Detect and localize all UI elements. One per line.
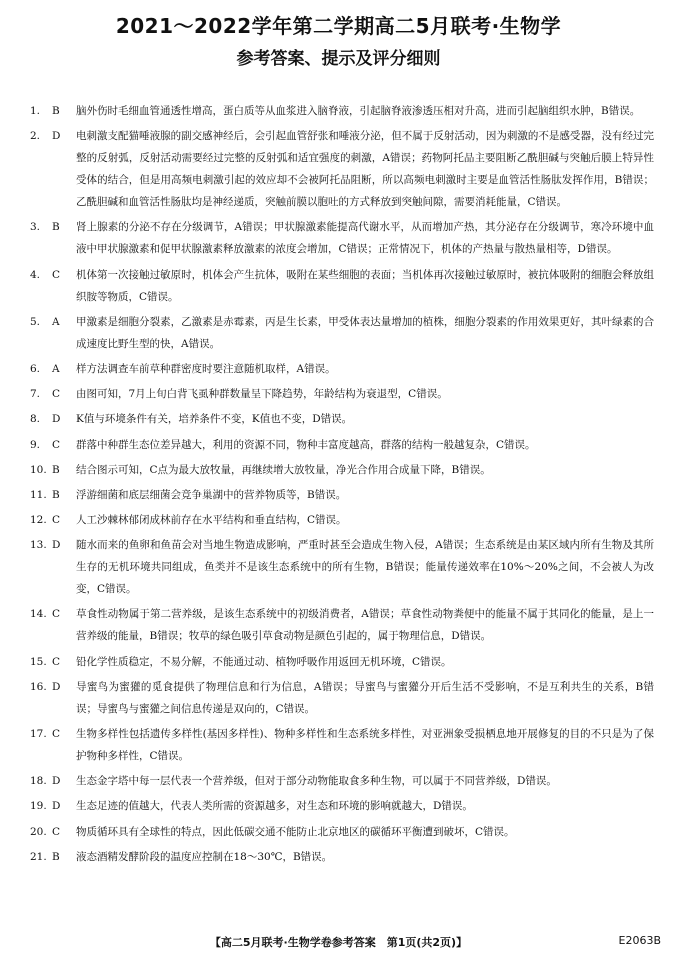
answer-explanation: 草食性动物属于第二营养级，是该生态系统中的初级消费者，A错误；草食性动物粪便中的能量不属于其同化的能量，是上一营养级的能量，B错误；牧草的绿色吸引草食动物是颜色引起的，属于物理信息，D错误。 [76, 608, 654, 643]
question-number: 4. [30, 268, 41, 281]
answer-explanation: 液态酒精发酵阶段的温度应控制在18～30℃，B错误。 [76, 850, 333, 863]
question-number: 1. [30, 105, 41, 117]
answer-item [30, 216, 654, 260]
answer-letter: A [52, 315, 60, 328]
answer-item [30, 770, 654, 792]
answer-letter: D [52, 413, 61, 426]
answer-explanation: 生态金字塔中每一层代表一个营养级，但对于部分动物能取食多种生物，可以属于不同营养级，D错误。 [76, 775, 557, 788]
question-number: 7. [30, 388, 41, 401]
answer-item [30, 723, 654, 767]
answer-letter: C [52, 825, 61, 838]
answer-explanation: 甲激素是细胞分裂素，乙激素是赤霉素，丙是生长素，甲受体表达量增加的植株，细胞分裂素的作用效果更好，其叶绿素的合成速度比野生型的快，A错误。 [76, 315, 654, 350]
answer-letter: D [52, 680, 61, 693]
answer-letter: D [52, 130, 61, 143]
answer-item [30, 100, 654, 122]
answer-item [30, 821, 654, 843]
answer-letter: B [52, 488, 60, 501]
question-number: 18. [30, 775, 47, 788]
answer-item [30, 311, 654, 355]
answer-letter: C [52, 438, 61, 451]
question-number: 12. [30, 514, 47, 527]
answer-explanation: 电刺激支配猫唾液腺的副交感神经后，会引起血管舒张和唾液分泌，但不属于反射活动，因为刺激的不是感受器，没有经过完整的反射弧，反射活动需要经过完整的反射弧和适宜强度的刺激，A错误；药物阿托品主要阻断乙酰胆碱与突触后膜上特异性受体的结合，但是用高频电刺激引起的效应却不会被阿托品阻断，所以高频电刺激时主要是血管活性肠肽发挥作用，B错误；乙酰胆碱和血管活性肠肽均是神经递质，突触前膜以胞吐的方式释放到突触间隙，需要消耗能量，C错误。 [76, 130, 654, 209]
question-number: 14. [30, 608, 47, 621]
answer-item [30, 434, 654, 456]
answer-letter: B [52, 850, 60, 863]
footer-text: 【高二5月联考·生物学卷参考答案 第1页(共2页)】 [209, 936, 468, 949]
answer-item [30, 264, 654, 308]
question-number: 20. [30, 825, 47, 838]
answer-letter: C [52, 728, 61, 740]
answer-letter: D [52, 775, 61, 788]
answer-letter: D [52, 800, 61, 813]
question-number: 3. [30, 221, 41, 234]
page-title: 2021～2022学年第二学期高二5月联考·生物学 [115, 14, 562, 38]
answer-item [30, 484, 654, 506]
question-number: 21. [30, 850, 47, 863]
answer-letter: C [52, 268, 61, 281]
answer-item [30, 534, 654, 600]
answer-item [30, 509, 654, 531]
answer-explanation: K值与环境条件有关，培养条件不变，K值也不变，D错误。 [76, 413, 353, 426]
answer-explanation: 结合图示可知，C点为最大放牧量，再继续增大放牧量，净光合作用合成量下降，B错误。 [76, 463, 491, 476]
answer-letter: D [52, 539, 61, 552]
question-number: 10. [30, 463, 47, 476]
answer-explanation: 随水而来的鱼卵和鱼苗会对当地生物造成影响，严重时甚至会造成生物入侵，A错误；生态系统是由某区域内所有生物及其所生存的无机环境共同组成，鱼类并不是该生态系统中的所有生物，B错误；能量传递效率在10%～20%之间，不会被人为改变，C错误。 [76, 539, 654, 596]
question-number: 16. [30, 680, 47, 693]
answer-explanation: 导蜜鸟为蜜獾的觅食提供了物理信息和行为信息，A错误；导蜜鸟与蜜獾分开后生活不受影响，不是互利共生的关系，B错误；导蜜鸟与蜜獾之间信息传递是双向的，C错误。 [76, 680, 654, 715]
question-number: 13. [30, 539, 47, 552]
answer-letter: B [52, 463, 60, 476]
answer-letter: A [52, 362, 60, 375]
answer-item [30, 408, 654, 430]
question-number: 8. [30, 413, 41, 426]
answer-list [30, 100, 654, 868]
answer-explanation: 铅化学性质稳定，不易分解，不能通过动、植物呼吸作用返回无机环境，C错误。 [76, 655, 452, 668]
exam-code: E2063B [618, 934, 661, 947]
answer-letter: C [52, 655, 61, 668]
answer-explanation: 人工沙棘林郁闭成林前存在水平结构和垂直结构，C错误。 [76, 514, 347, 527]
answer-item [30, 795, 654, 817]
answer-explanation: 生态足迹的值越大，代表人类所需的资源越多，对生态和环境的影响就越大，D错误。 [76, 800, 473, 813]
answer-explanation: 群落中种群生态位差异越大，利用的资源不同，物种丰富度越高，群落的结构一般越复杂，C错误。 [76, 438, 536, 451]
answer-item [30, 846, 654, 868]
question-number: 6. [30, 362, 41, 375]
question-number: 15. [30, 655, 47, 668]
answer-letter: B [52, 221, 60, 234]
answer-item [30, 358, 654, 380]
answer-explanation: 生物多样性包括遗传多样性(基因多样性)、物种多样性和生态系统多样性，对亚洲象受损栖息地开展修复的目的不只是为了保护物种多样性，C错误。 [76, 728, 654, 762]
answer-letter: C [52, 514, 61, 527]
answer-item [30, 676, 654, 720]
question-number: 2. [30, 130, 41, 143]
answer-explanation: 物质循环具有全球性的特点，因此低碳交通不能防止北京地区的碳循环平衡遭到破坏，C错误。 [76, 825, 515, 838]
answer-explanation: 样方法调查车前草种群密度时要注意随机取样，A错误。 [76, 362, 336, 375]
answer-letter: C [52, 388, 61, 401]
answer-item [30, 383, 654, 405]
question-number: 5. [30, 315, 41, 328]
answer-explanation: 脑外伤时毛细血管通透性增高，蛋白质等从血浆进入脑脊液，引起脑脊液渗透压相对升高，进而引起脑组织水肿，B错误。 [76, 105, 641, 117]
answer-explanation: 肾上腺素的分泌不存在分级调节，A错误；甲状腺激素能提高代谢水平，从而增加产热，其分泌存在分级调节，寒冷环境中血液中甲状腺激素和促甲状腺激素释放激素的浓度会增加，C错误；正常情况下，机体的产热量与散热量相等，D错误。 [76, 221, 654, 256]
question-number: 11. [30, 488, 47, 501]
question-number: 19. [30, 800, 47, 813]
question-number: 17. [30, 728, 47, 740]
answer-item [30, 125, 654, 213]
answer-explanation: 机体第一次接触过敏原时，机体会产生抗体，吸附在某些细胞的表面；当机体再次接触过敏原时，被抗体吸附的细胞会释放组织胺等物质，C错误。 [76, 268, 654, 303]
answer-explanation: 浮游细菌和底层细菌会竞争巢湖中的营养物质等，B错误。 [76, 488, 347, 501]
answer-letter: C [52, 608, 61, 621]
answer-explanation: 由图可知，7月上旬白背飞虱种群数量呈下降趋势，年龄结构为衰退型，C错误。 [76, 388, 448, 401]
answer-item [30, 651, 654, 673]
question-number: 9. [30, 438, 41, 451]
answer-item [30, 603, 654, 647]
answer-letter: B [52, 105, 60, 117]
answer-item [30, 459, 654, 481]
page-subtitle: 参考答案、提示及评分细则 [236, 49, 441, 69]
